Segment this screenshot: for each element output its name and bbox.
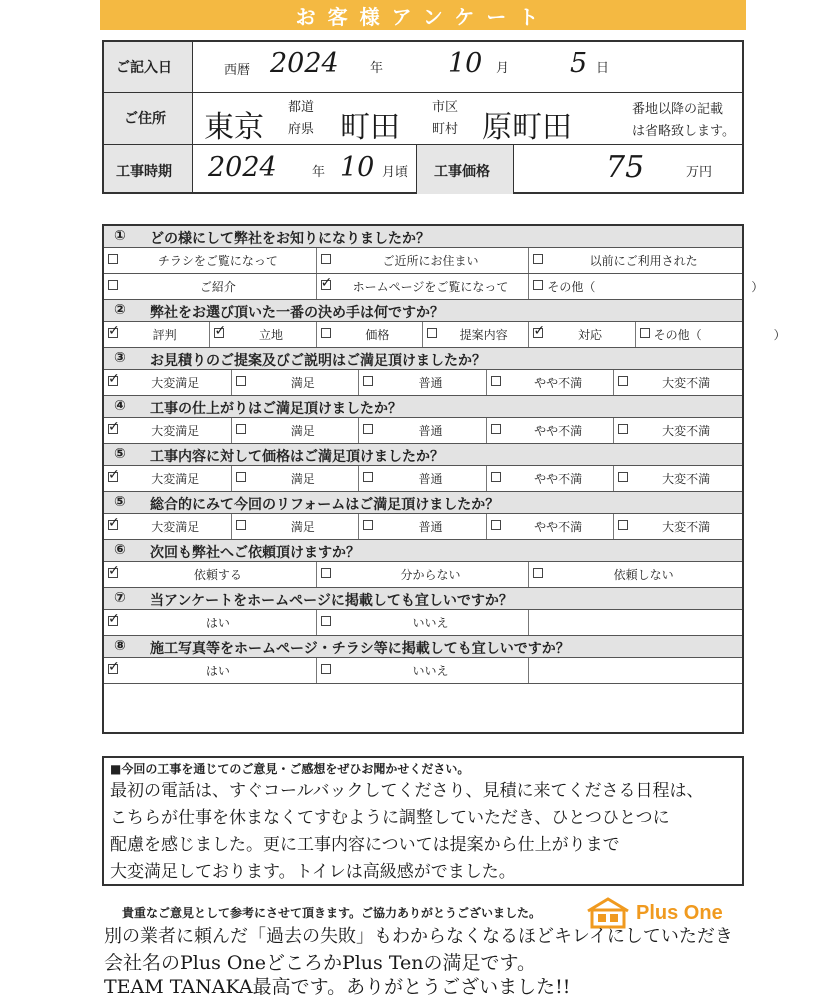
option-row: [104, 248, 742, 274]
thanks-message: 貴重なご意見として参考にさせて頂きます。ご協力ありがとうございました。: [122, 906, 542, 920]
checkbox[interactable]: [363, 472, 373, 482]
option-label: いいえ: [412, 616, 449, 630]
city-suffix-bottom: 町村: [432, 122, 459, 137]
address-note-2: は省略致します。: [632, 124, 735, 139]
city-value: 町田: [340, 110, 400, 145]
question-text: 総合的にみて今回のリフォームはご満足頂けましたか？: [150, 497, 500, 513]
option-label: 満足: [290, 520, 315, 534]
option-label: 満足: [290, 424, 315, 438]
checked-checkbox[interactable]: [108, 568, 118, 578]
answer-option[interactable]: [317, 248, 530, 273]
option-label: その他（ ）: [653, 328, 786, 342]
option-row: [104, 562, 742, 588]
option-label: やや不満: [534, 424, 583, 438]
checkbox[interactable]: [108, 254, 118, 264]
checkbox[interactable]: [640, 328, 650, 338]
option-row: [104, 610, 742, 636]
question-header: [104, 300, 742, 322]
answer-option[interactable]: [614, 370, 742, 395]
answer-option[interactable]: [529, 562, 742, 587]
checkbox[interactable]: [236, 376, 246, 386]
checked-checkbox[interactable]: [108, 328, 118, 338]
checked-checkbox[interactable]: [321, 280, 331, 290]
pref-suffix-top: 都道: [288, 100, 315, 115]
question-number: ③: [114, 350, 126, 366]
answer-option[interactable]: [614, 418, 742, 443]
option-label: やや不満: [534, 520, 583, 534]
period-month: 10: [340, 152, 375, 183]
answer-option[interactable]: [104, 562, 317, 587]
era-label: 西暦: [224, 63, 251, 78]
answer-option[interactable]: [317, 322, 423, 347]
comments-box: [102, 756, 744, 886]
checkbox[interactable]: [618, 520, 628, 530]
option-row: [104, 418, 742, 444]
question-text: 当アンケートをホームページに掲載しても宜しいですか？: [150, 593, 513, 609]
checkbox[interactable]: [491, 520, 501, 530]
comment-line: 配慮を感じました。更に工事内容については提案から仕上がりまで: [110, 835, 620, 855]
option-label: ホームページをご覧になって: [352, 280, 509, 294]
comments-header: ■今回の工事を通じてのご意見・ご感想をぜひお聞かせください。: [110, 762, 470, 776]
date-label: ご記入日: [116, 60, 172, 76]
checked-checkbox[interactable]: [108, 664, 118, 674]
comment-line: 最初の電話は、すぐコールバックしてくださり、見積に来てくださる日程は、: [110, 781, 704, 801]
question-header: [104, 226, 742, 248]
option-row: [104, 370, 742, 396]
answer-option[interactable]: [529, 322, 635, 347]
option-label: 普通: [418, 376, 443, 390]
answer-option[interactable]: [487, 370, 615, 395]
period-year-unit: 年: [312, 165, 326, 180]
checkbox[interactable]: [321, 254, 331, 264]
checked-checkbox[interactable]: [108, 376, 118, 386]
option-label: 大変満足: [151, 376, 200, 390]
question-header: [104, 492, 742, 514]
question-text: どの様にして弊社をお知りになりましたか？: [150, 231, 430, 247]
answer-option[interactable]: [232, 370, 360, 395]
option-row: [104, 322, 786, 348]
answer-option[interactable]: [359, 370, 487, 395]
option-label: ご近所にお住まい: [382, 254, 479, 268]
checkbox[interactable]: [236, 472, 246, 482]
checkbox[interactable]: [491, 376, 501, 386]
question-text: 工事の仕上がりはご満足頂けましたか？: [150, 401, 402, 417]
footer-line: TEAM TANAKA最高です。ありがとうございました!!: [104, 976, 571, 998]
answer-option[interactable]: [529, 274, 764, 299]
option-label: 満足: [290, 376, 315, 390]
answer-option[interactable]: [104, 610, 317, 635]
answer-option[interactable]: [104, 418, 232, 443]
comment-line: こちらが仕事を休まなくてすむように調整していただき、ひとつひとつに: [110, 808, 670, 828]
brand-name: Plus One: [636, 901, 723, 924]
option-label: 大変満足: [151, 424, 200, 438]
option-label: 対応: [577, 328, 602, 342]
option-label: 価格: [365, 328, 390, 342]
option-label: その他（ ）: [547, 280, 764, 294]
question-number: ⑤: [114, 494, 126, 510]
answer-option[interactable]: [487, 418, 615, 443]
option-label: チラシをご覧になって: [157, 254, 278, 268]
option-row: [104, 514, 742, 540]
answer-option[interactable]: [359, 418, 487, 443]
checkbox[interactable]: [491, 472, 501, 482]
answer-option[interactable]: [232, 418, 360, 443]
prefecture-value: 東京: [204, 110, 264, 145]
comment-line: 大変満足しております。トイレは高級感がでました。: [110, 862, 516, 882]
answer-option[interactable]: [104, 658, 317, 683]
address-label: ご住所: [124, 111, 166, 127]
checkbox[interactable]: [321, 616, 331, 626]
period-label: 工事時期: [116, 164, 172, 180]
option-label: 立地: [258, 328, 283, 342]
option-label: 大変不満: [662, 472, 711, 486]
question-text: お見積りのご提案及びご説明はご満足頂けましたか？: [150, 353, 486, 369]
option-label: 満足: [290, 472, 315, 486]
answer-option[interactable]: [210, 322, 316, 347]
option-label: はい: [205, 664, 230, 678]
option-label: 大変不満: [662, 376, 711, 390]
option-label: 大変不満: [662, 424, 711, 438]
question-number: ④: [114, 398, 126, 414]
checkbox[interactable]: [618, 472, 628, 482]
question-text: 次回も弊社へご依頼頂けますか？: [150, 545, 360, 561]
checkbox[interactable]: [363, 376, 373, 386]
checkbox[interactable]: [427, 328, 437, 338]
address-note-1: 番地以降の記載: [632, 102, 724, 117]
answer-option[interactable]: [359, 514, 487, 539]
year-unit: 年: [370, 61, 384, 76]
option-label: ご紹介: [199, 280, 236, 294]
checked-checkbox[interactable]: [533, 328, 543, 338]
question-header: [104, 540, 742, 562]
date-year: 2024: [270, 48, 339, 79]
price-value: 75: [606, 150, 645, 185]
pref-suffix-bottom: 府県: [288, 122, 315, 137]
question-header: [104, 636, 742, 658]
option-label: 依頼しない: [613, 568, 674, 582]
question-text: 工事内容に対して価格はご満足頂けましたか？: [150, 449, 444, 465]
answer-option[interactable]: [317, 562, 530, 587]
checkbox[interactable]: [321, 664, 331, 674]
answer-option[interactable]: [359, 466, 487, 491]
option-label: 普通: [418, 520, 443, 534]
price-label: 工事価格: [434, 164, 490, 180]
question-header: [104, 588, 742, 610]
answer-option[interactable]: [614, 514, 742, 539]
answer-option[interactable]: [232, 466, 360, 491]
option-row: [104, 274, 764, 300]
period-month-unit: 月頃: [382, 165, 409, 180]
checkbox[interactable]: [618, 376, 628, 386]
footer-line: 別の業者に頼んだ「過去の失敗」もわからなくなるほどキレイにしていただき: [104, 926, 733, 947]
option-label: 普通: [418, 472, 443, 486]
answer-option[interactable]: [232, 514, 360, 539]
checkbox[interactable]: [533, 568, 543, 578]
footer-line: 会社名のPlus OneどころかPlus Tenの満足です。: [104, 952, 536, 974]
checkbox[interactable]: [321, 568, 331, 578]
answer-option[interactable]: [317, 610, 530, 635]
answer-option[interactable]: [614, 466, 742, 491]
question-header: [104, 396, 742, 418]
option-label: 普通: [418, 424, 443, 438]
option-label: 以前にご利用された: [589, 254, 698, 268]
option-label: 大変満足: [151, 520, 200, 534]
checkbox[interactable]: [491, 424, 501, 434]
period-year: 2024: [208, 152, 277, 183]
option-label: やや不満: [534, 472, 583, 486]
question-number: ⑥: [114, 542, 126, 558]
question-number: ⑤: [114, 446, 126, 462]
answer-option[interactable]: [104, 322, 210, 347]
question-header: [104, 444, 742, 466]
option-label: 評判: [152, 328, 177, 342]
date-month: 10: [448, 48, 483, 79]
answer-option[interactable]: [487, 514, 615, 539]
question-text: 弊社をお選び頂いた一番の決め手は何ですか？: [150, 305, 444, 321]
answer-option[interactable]: [636, 322, 786, 347]
checked-checkbox[interactable]: [108, 616, 118, 626]
answer-option: [529, 610, 742, 635]
checked-checkbox[interactable]: [108, 520, 118, 530]
question-text: 施工写真等をホームページ・チラシ等に掲載しても宜しいですか？: [150, 641, 570, 657]
checkbox[interactable]: [236, 520, 246, 530]
question-number: ①: [114, 228, 126, 244]
option-label: はい: [205, 616, 230, 630]
checkbox[interactable]: [321, 328, 331, 338]
answer-option[interactable]: [104, 274, 317, 299]
month-unit: 月: [496, 61, 510, 76]
checkbox[interactable]: [533, 254, 543, 264]
answer-option[interactable]: [529, 248, 742, 273]
survey-questions: [102, 224, 786, 734]
answer-option[interactable]: [104, 370, 232, 395]
checkbox[interactable]: [618, 424, 628, 434]
checkbox[interactable]: [236, 424, 246, 434]
question-number: ⑦: [114, 590, 126, 606]
checked-checkbox[interactable]: [214, 328, 224, 338]
checkbox[interactable]: [363, 424, 373, 434]
question-number: ⑧: [114, 638, 126, 654]
checked-checkbox[interactable]: [108, 424, 118, 434]
answer-option[interactable]: [104, 514, 232, 539]
answer-option[interactable]: [104, 248, 317, 273]
answer-option[interactable]: [487, 466, 615, 491]
checkbox[interactable]: [363, 520, 373, 530]
question-header: [104, 348, 742, 370]
city-suffix-top: 市区: [432, 100, 459, 115]
checked-checkbox[interactable]: [108, 472, 118, 482]
checkbox[interactable]: [108, 280, 118, 290]
town-value: 原町田: [482, 110, 572, 145]
price-unit: 万円: [686, 165, 713, 180]
option-label: 提案内容: [459, 328, 508, 342]
option-label: 依頼する: [193, 568, 242, 582]
option-row: [104, 466, 742, 492]
option-label: 大変不満: [662, 520, 711, 534]
date-day: 5: [570, 48, 588, 79]
option-label: 大変満足: [151, 472, 200, 486]
answer-option[interactable]: [104, 466, 232, 491]
survey-title: お客様アンケート: [100, 0, 746, 30]
checkbox[interactable]: [533, 280, 543, 290]
day-unit: 日: [596, 61, 610, 76]
option-label: いいえ: [412, 664, 449, 678]
option-label: 分からない: [400, 568, 461, 582]
answer-option: [529, 658, 742, 683]
customer-info-table: [102, 40, 744, 194]
answer-option[interactable]: [317, 274, 530, 299]
question-number: ②: [114, 302, 126, 318]
option-label: やや不満: [534, 376, 583, 390]
answer-option[interactable]: [317, 658, 530, 683]
option-row: [104, 658, 742, 684]
answer-option[interactable]: [423, 322, 529, 347]
